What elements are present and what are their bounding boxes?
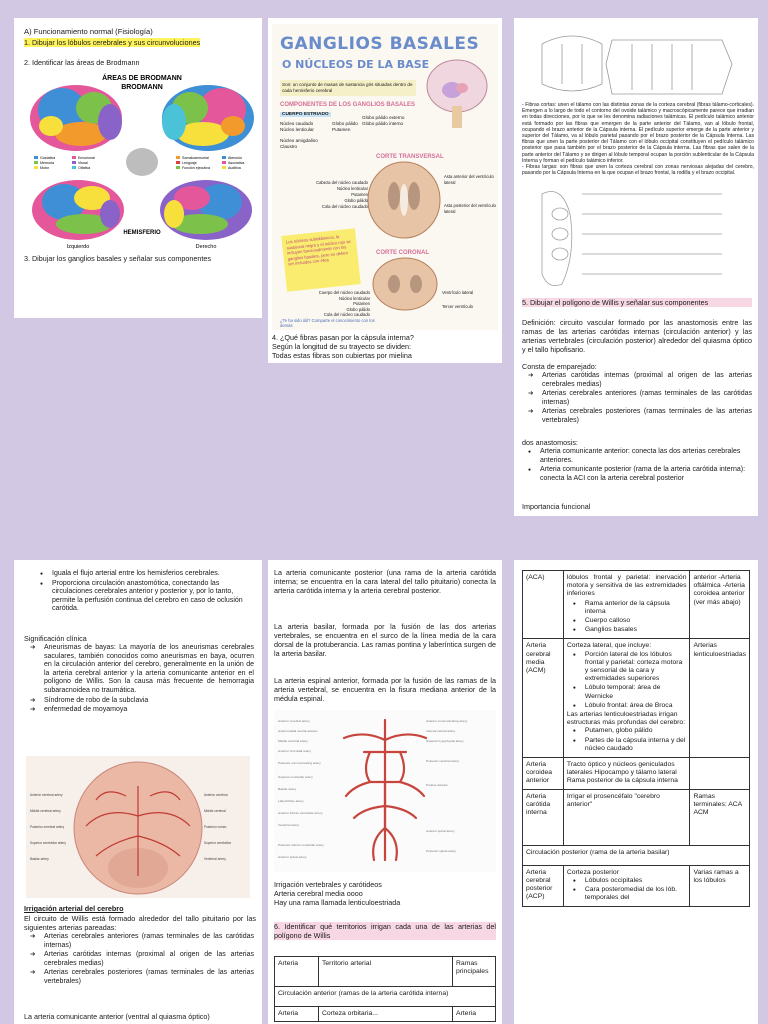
table-row: Arteria coroidea anterior Tracto óptico y núcleos geniculados laterales Hipocampo y tálamo lateral Rama posterior de la cápsula interna: [523, 758, 750, 790]
svg-text:Superior cerebellar artery: Superior cerebellar artery: [30, 841, 66, 845]
izquierdo-label: Izquierdo: [66, 244, 90, 250]
corte-transversal-label: CORTE TRANSVERSAL: [376, 154, 444, 160]
transverse-labels-left: Cabeza del núcleo caudado Núcleo lenticular Putamen Globo pálido Cola del núcleo caudado: [316, 180, 368, 209]
svg-text:Anterior choroidal artery: Anterior choroidal artery: [278, 749, 312, 753]
svg-text:Posterior communicating artery: Posterior communicating artery: [278, 761, 321, 765]
para-basilar: La arteria basilar, formada por la fusión de las dos arterias vertebrales, se encuentra en el surco de la línea media de la cara dorsal de la protuberancia. Las ramas pontina y laberíntica surgen de la arteria basilar.: [274, 622, 496, 658]
poster-subtitle: O NÚCLEOS DE LA BASE: [282, 58, 430, 71]
page-1: [14, 18, 262, 318]
coronal-section-figure: [370, 256, 440, 312]
svg-text:Anterior cerebral artery: Anterior cerebral artery: [278, 719, 310, 723]
table-row: Arteria cerebral media (ACM) Corteza lateral, que incluye: ● Porción lateral de los lóbulos frontal y parietal: corteza motora y sensorial de la cara y extremidades superiores ● Lóbulo temporal: área de Wernicke ● Lóbulo frontal: área de Broca Las arterias lenticuloestriadas irrigan estructuras más profundas del cerebro: ● Putamen, globo pálido ● Partes de la cápsula interna y del núcleo caudado Arterias lenticuloestriadas: [523, 639, 750, 758]
irrigacion-text: El circuito de Willis está formado alrededor del tallo pituitario por las siguientes arterias pareadas:: [24, 914, 256, 932]
th-arteria: Arteria: [275, 957, 319, 987]
derecho-label: Derecho: [195, 244, 217, 250]
th-territorio: Territorio arterial: [319, 957, 453, 987]
svg-text:Posterior cerebral artery: Posterior cerebral artery: [30, 825, 65, 829]
svg-text:Visual: Visual: [78, 161, 88, 165]
svg-text:Atención: Atención: [228, 156, 242, 160]
svg-text:Posterior inferior cerebellar: Posterior inferior cerebellar artery: [278, 843, 324, 847]
funcion-list: ● Iguala el flujo arterial entre los hemisferios cerebrales. ● Proporciona circulación anastomótica, conectando las circulaciones cerebrales anterior y posterior y, por lo tanto, permite la perfusión continua del cerebro en caso de oclusión carótida.: [34, 570, 254, 615]
svg-text:Anterior cerebral artery: Anterior cerebral artery: [30, 793, 63, 797]
brain-right-medial: [160, 180, 252, 240]
svg-text:Anterior communicating artery: Anterior communicating artery: [426, 719, 468, 723]
question-6: 6. Identificar qué territorios irrigan cada una de las arterias del polígono de Willis: [274, 922, 496, 940]
brain-3d-illustration: [422, 54, 492, 134]
page-4: [14, 560, 262, 1024]
question-5: 5. Dibujar el polígono de Willis y señalar sus componentes: [522, 298, 752, 307]
svg-text:Internal carotid artery: Internal carotid artery: [426, 729, 456, 733]
svg-text:Superior cerebellar: Superior cerebellar: [204, 841, 231, 845]
svg-text:Motor: Motor: [40, 166, 50, 170]
svg-text:Posterior spinal artery: Posterior spinal artery: [426, 849, 457, 853]
circuito-list: ➔ Arterias cerebrales anteriores (ramas terminales de las carótidas internas) ➔ Arterias carótidas internas (proximal al origen de las arterias cerebrales medias) ➔ Arterias cerebrales posteriores (ramas terminales de las arterias vertebrales): [24, 933, 254, 988]
coronal-labels-right: Ventrículo lateral Tercer ventrículo: [442, 290, 474, 309]
svg-text:Middle cerebral: Middle cerebral: [204, 809, 226, 813]
svg-text:Anteromedial central arteries: Anteromedial central arteries: [278, 729, 318, 733]
irrigacion-title: Irrigación arterial del cerebro: [24, 904, 124, 913]
comunicante-anterior: La arteria comunicante anterior (ventral al quiasma óptico): [24, 1012, 210, 1021]
definition-box: Son: un conjunto de masas de sustancia gris situadas dentro de cada hemisferio cerebral: [280, 80, 416, 96]
clinica-list: ➔ Aneurismas de bayas: La mayoría de los aneurismas cerebrales saculares, también conocidos como aneurismas en baya, ocurren en la circulación anterior del cerebro, generalmente en la unión de la arteria cerebral anterior y la arteria comunicante anterior en el polígono de Willis. Son la causa más frecuente de hemorragia subaracnoidea no traumática. ➔ Síndrome de robo de la subclavia ➔ enfermedad de moyamoya: [24, 644, 254, 716]
svg-text:Lenguaje: Lenguaje: [182, 161, 197, 165]
significacion-label: Significación clínica: [24, 634, 87, 643]
svg-text:Superior hypophysial artery: Superior hypophysial artery: [426, 739, 464, 743]
page-5: [268, 560, 502, 1024]
importancia-label: Importancia funcional: [522, 502, 591, 511]
corte-coronal-label: CORTE CORONAL: [376, 250, 429, 256]
svg-text:Auditiva: Auditiva: [228, 166, 241, 170]
svg-text:Labyrinthine artery: Labyrinthine artery: [278, 799, 304, 803]
row-partial-a: Arteria: [275, 1007, 319, 1022]
transverse-labels-right: Asta anterior del ventrículo lateral Asta posterior del ventrículo lateral: [444, 174, 496, 214]
circle-of-willis-figure: [274, 710, 496, 872]
transverse-section-figure: [364, 160, 444, 240]
svg-text:Somatosensorial: Somatosensorial: [182, 156, 209, 160]
brain-arteries-figure: [26, 756, 250, 898]
brodmann-areas-figure: [26, 70, 258, 252]
components-list-mid: Globo pálido Putamen: [332, 121, 358, 133]
svg-text:Middle cerebral artery: Middle cerebral artery: [278, 739, 308, 743]
table-row: Circulación posterior (rama de la arteria basilar): [523, 845, 750, 865]
svg-text:Memoria: Memoria: [40, 161, 54, 165]
para-espinal: La arteria espinal anterior, formada por la fusión de las ramas de la arteria vertebral, se encuentra en la fisura mediana anterior de la médula espinal.: [274, 676, 496, 703]
brain-left-medial: [32, 180, 124, 240]
item-3: 3. Dibujar los ganglios basales y señalar sus componentes: [24, 254, 211, 263]
svg-text:Anterior cerebral: Anterior cerebral: [204, 793, 228, 797]
svg-text:Emocional: Emocional: [78, 156, 95, 160]
page-3: [514, 18, 758, 516]
section-heading: A) Funcionamiento normal (Fisiología): [24, 27, 153, 36]
svg-text:BRODMANN: BRODMANN: [121, 84, 163, 91]
arterias-list: ➔ Arterias carótidas internas (proximal al origen de las arterias cerebrales medias) ➔ Arterias cerebrales anteriores (ramas terminales de las carótidas internas) ➔ Arterias cerebrales posteriores (ramas terminales de las arterias vertebrales): [522, 372, 752, 427]
components-list-left: Núcleo caudado Núcleo lenticular: [280, 121, 314, 133]
consta-label: Consta de emparejado:: [522, 362, 597, 371]
svg-text:Anterior inferior cerebellar a: Anterior inferior cerebellar artery: [278, 811, 323, 815]
definicion: Definición: circuito vascular formado por las anastomosis entre las ramas de las arterias carótidas internas (circulación anterior) y las arterias vertebrales (circulación posterior) alrededor del quiasma óptico y el tallo hipofisario.: [522, 318, 752, 354]
coronal-labels-left: Cuerpo del núcleo caudado Núcleo lenticular Putamen Globo pálido Cola del núcleo caudado: [318, 290, 370, 318]
th-ramas: Ramas principales: [453, 957, 496, 987]
cuerpo-estriado-label: CUERPO ESTRIADO: [282, 112, 329, 117]
circ-anterior-row: Circulación anterior (ramas de la arteria carótida interna): [275, 987, 496, 1007]
components-list-extra: Núcleo amigdalino Claustro: [280, 138, 318, 149]
page-6: [514, 560, 758, 1024]
territorios-table-continued: [522, 570, 750, 907]
brain-right-lateral: [162, 85, 254, 151]
svg-text:Middle cerebral artery: Middle cerebral artery: [30, 809, 61, 813]
table-row: Arteria cerebral posterior (ACP) Corteza posterior ● Lóbulos occipitales ● Cara posteromedial de los lób. temporales del Varias ramas a los lóbulos: [523, 865, 750, 907]
brodmann-title: ÁREAS DE BRODMANN: [102, 75, 182, 82]
item-2: 2. Identificar las áreas de Brodmann: [24, 58, 140, 67]
components-title: COMPONENTES DE LOS GANGLIOS BASALES: [280, 102, 416, 108]
territorios-table: [274, 956, 496, 1022]
item-1: 1. Dibujar los lóbulos cerebrales y sus circunvoluciones: [24, 38, 201, 47]
dos-anastomosis-label: dos anastomosis:: [522, 438, 578, 447]
svg-text:Vertebral artery: Vertebral artery: [278, 823, 300, 827]
svg-text:Basilar artery: Basilar artery: [30, 857, 49, 861]
svg-text:Asociativa: Asociativa: [228, 161, 245, 165]
svg-text:Anterior spinal artery: Anterior spinal artery: [426, 829, 455, 833]
svg-text:Basilar artery: Basilar artery: [278, 787, 297, 791]
svg-text:Función ejecutiva: Función ejecutiva: [182, 166, 210, 170]
poster-title: GANGLIOS BASALES: [280, 34, 480, 54]
question-4: 4. ¿Qué fibras pasan por la cápsula interna? Según la longitud de su trayecto se dividen: Todas estas fibras son cubiertas por mielina: [272, 333, 414, 360]
components-list-right: Globo pálido externo Globo pálido interno: [362, 115, 405, 127]
svg-text:Vertebral artery: Vertebral artery: [204, 857, 226, 861]
row-partial-t: Corteza orbitaria...: [319, 1007, 453, 1022]
hemisferio-label: HEMISFERIO: [123, 230, 161, 236]
svg-text:Posterior comm.: Posterior comm.: [204, 825, 228, 829]
page-2: [268, 18, 502, 363]
table-row: (ACA) lóbulos frontal y parietal: inervación motora y sensitiva de las extremidades inferiores ● Rama anterior de la cápsula interna ● Cuerpo calloso ● Ganglios basales anterior -Arteria oftálmica -Arteria coroidea anterior (ver más abajo): [523, 571, 750, 639]
para-comunicante-posterior: La arteria comunicante posterior (una rama de la arteria carótida interna; se encuentra en la cara lateral del tallo pituitario) conecta la arteria carótida interna y la arteria cerebral posterior.: [274, 568, 496, 595]
brain-left-lateral: [30, 85, 122, 151]
ganglios-poster: [272, 24, 498, 330]
poster-footer: ¿Te ha sido útil? Comparte el conocimiento con los demás: [280, 318, 375, 329]
row-partial-r: Arteria: [453, 1007, 496, 1022]
svg-text:Anterior spinal artery: Anterior spinal artery: [278, 855, 307, 859]
irrigacion-notes: Irrigación vertebrales y carótideos Arteria cerebral media oooo Hay una rama llamada lenticuloestriada: [274, 880, 401, 907]
svg-text:Pontine arteries: Pontine arteries: [426, 783, 448, 787]
svg-text:Gustativa: Gustativa: [40, 156, 56, 160]
sticky-note: Los núcleos subtalámicos, la sustancia negra y el núcleo rojo se incluyen funcionalmente con los ganglios basales, pero no deben ser incluidos con ellos: [281, 228, 360, 291]
svg-text:Olfativa: Olfativa: [78, 166, 91, 170]
svg-text:Posterior cerebral artery: Posterior cerebral artery: [426, 759, 460, 763]
anastomosis-list: ● Arteria comunicante anterior: conecta las dos arterias cerebrales anteriores. ● Arteria comunicante posterior (rama de la arteria carótida interna): conecta la ACI con la arteria cerebral posterior: [522, 448, 752, 484]
fibras-text: - Fibras cortas: unen el tálamo con las distintas zonas de la corteza cerebral (fibras tálamo-corticales). Emergen a lo largo de todo el contorno del ovoide talámico y macroscópicamente parece que irradian en todas direcciones, por lo que se les denomina radiaciones talámicas. El pedículo talámico anterior está formado por las fibras que emergen de la parte anterior del Tálamo, van al lóbulo frontal, ocupando el brazo anterior de la Cápsula interna. El pedículo superior emerge de la parte anterior y superior del Tálamo, va al lóbulo parietal pasando por el brazo posterior de la Cápsula Interna. Las fibras que unen la parte posterior del Tálamo con el lóbulo occipital constituyen el pedículo talámico posterior que pasa también por el brazo posterior de la Cápsula interna. Las fibras que salen de la parte anterior del Tálamo y se dirigen al lóbulo temporal ocupan la porción sublenticular de la Cápsula Interna y forman el pedículo talámico inferior. - Fibras largas: son fibras que unen la corteza cerebral con zonas nerviosas alejadas del cerebro, pasando por la Cápsula Interna en la que ocupan el brazo frontal, la rodilla y el brazo occipital.: [522, 102, 754, 177]
svg-text:Superior cerebellar artery: Superior cerebellar artery: [278, 775, 313, 779]
table-row: Arteria carótida interna Irrigar el prosencéfalo "cerebro anterior" Ramas terminales: ACA ACM: [523, 789, 750, 845]
brain-gray-icon: [126, 148, 158, 176]
